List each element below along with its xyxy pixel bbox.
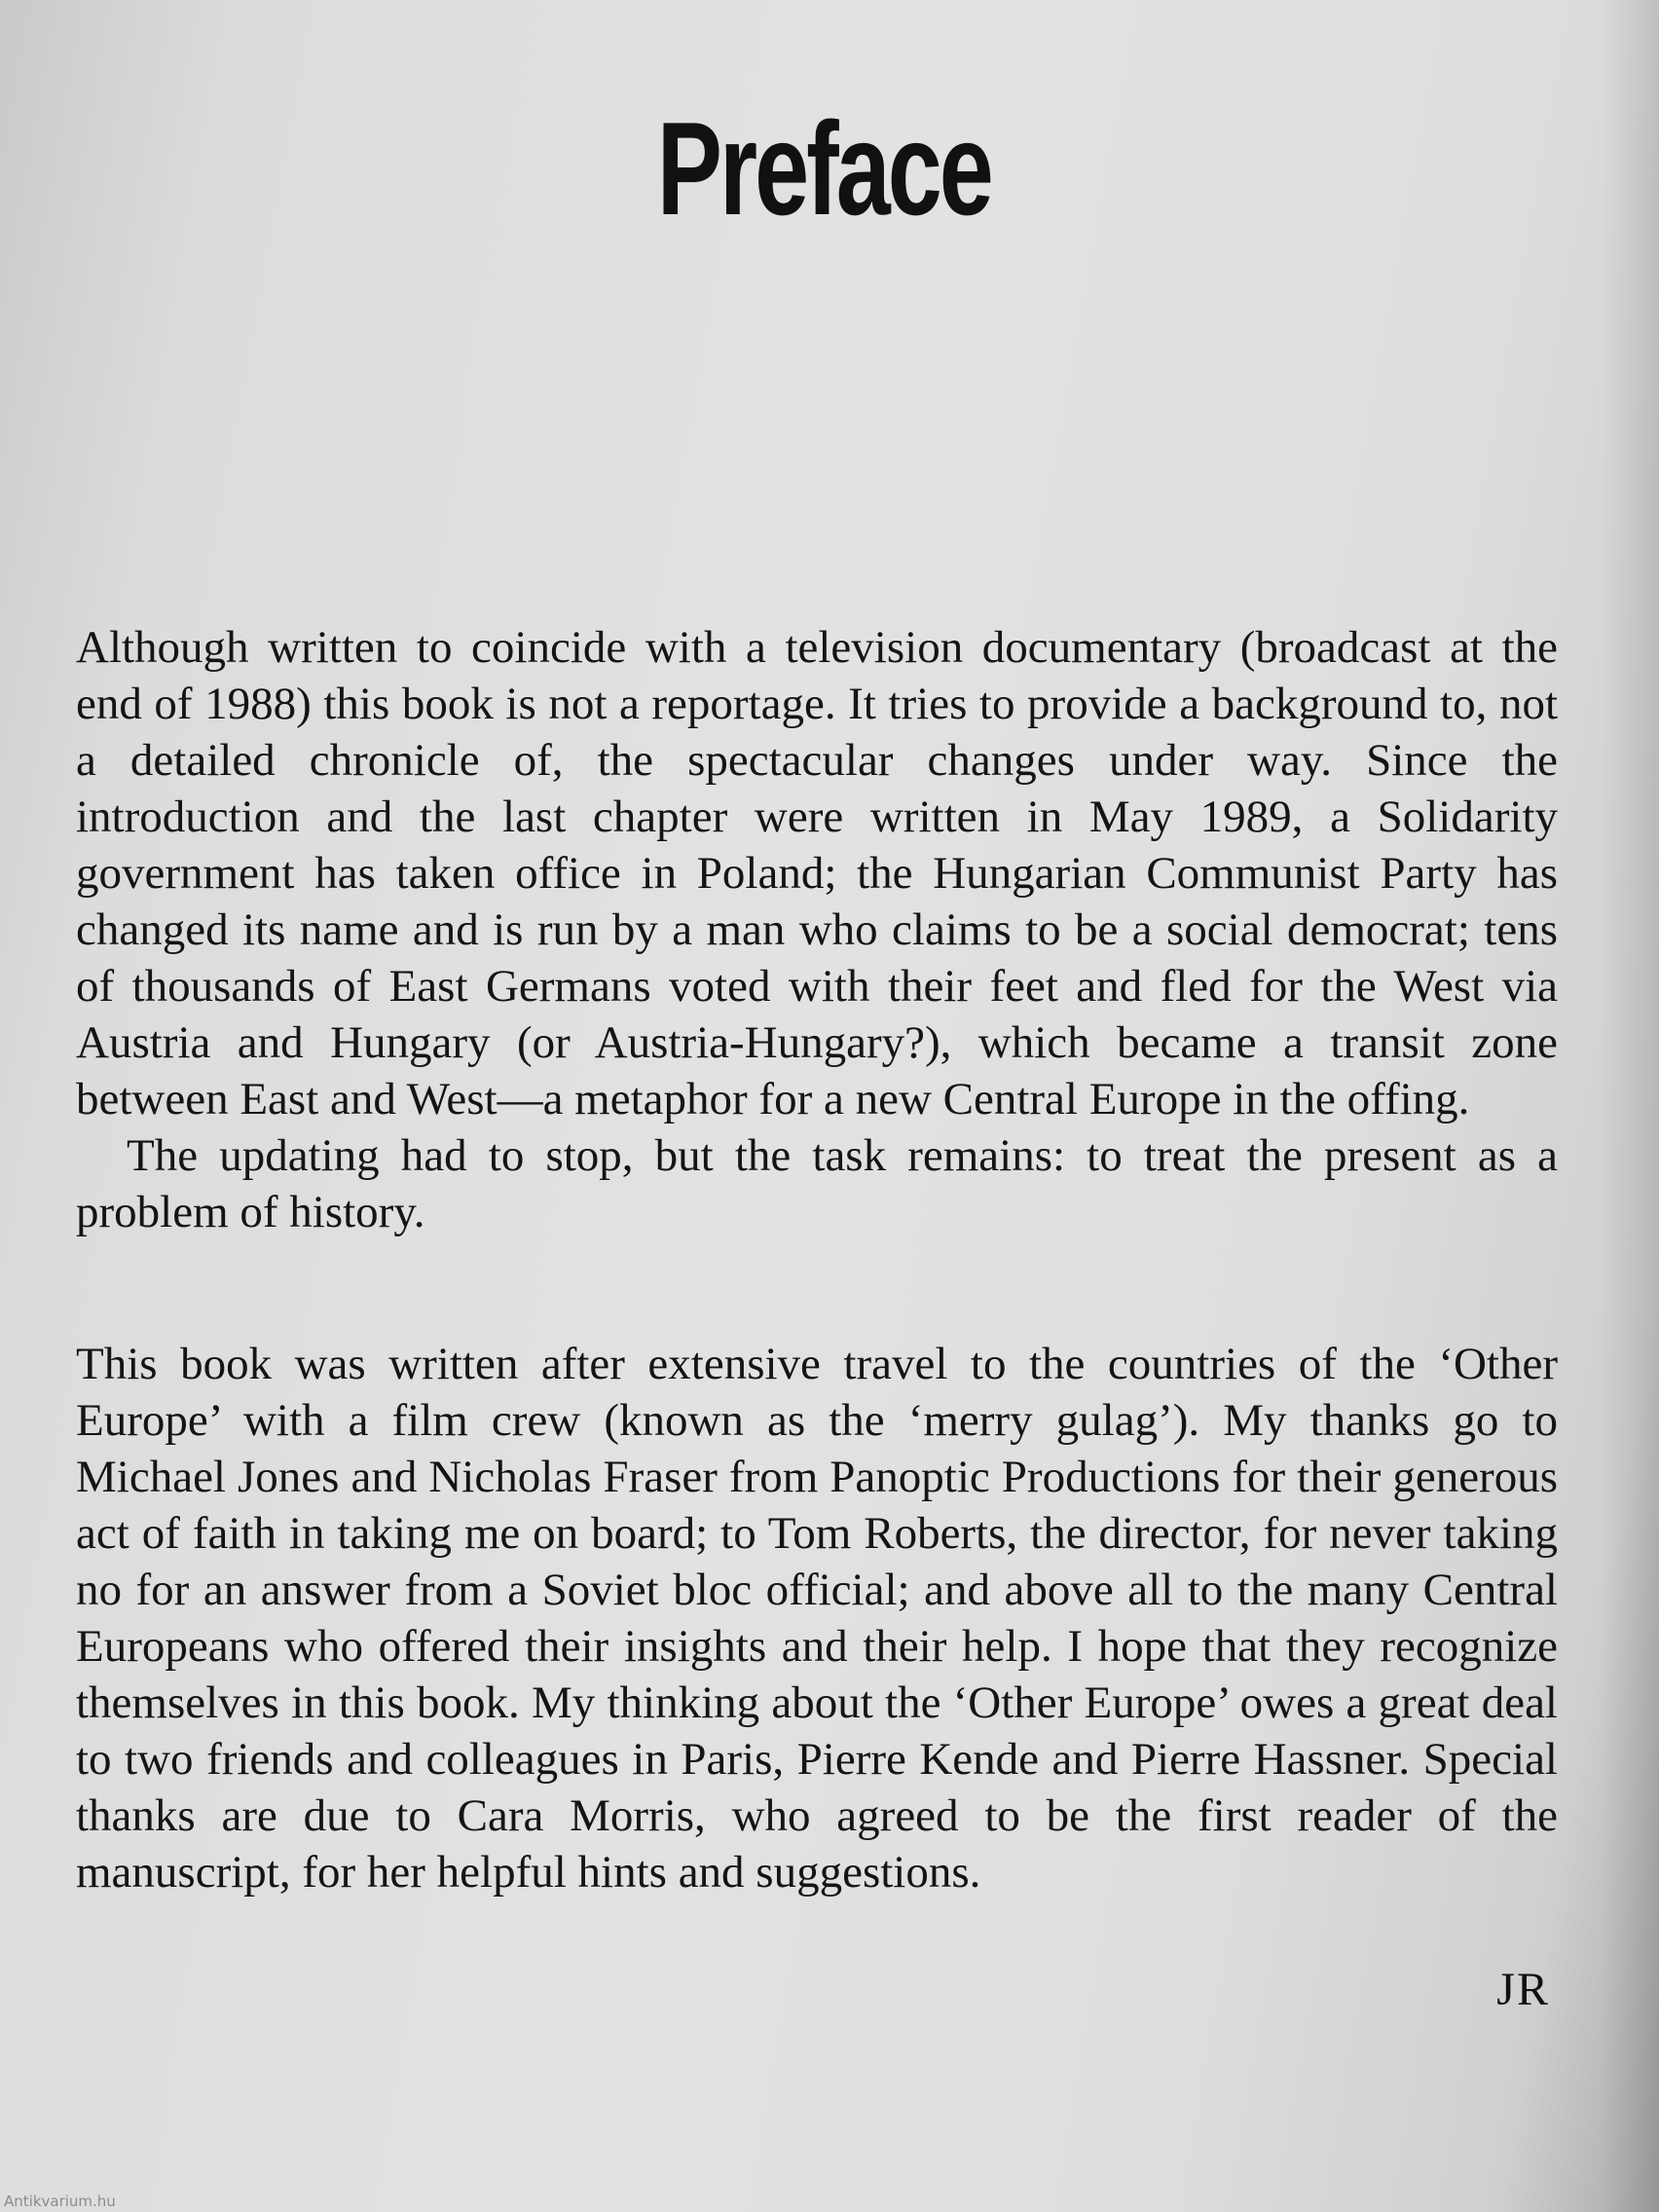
paragraph-2: The updating had to stop, but the task remains: to treat the present as a problem of history. — [76, 1130, 1558, 1237]
watermark: Antikvarium.hu — [4, 2193, 116, 2210]
preface-section-1 — [76, 619, 1558, 1240]
author-initials: JR — [1496, 1964, 1550, 2015]
preface-section-2 — [76, 1336, 1558, 1900]
paragraph-1: Although written to coincide with a television documentary (broadcast at the end of 1988) this book is not a reportage. It tries to provide a background to, not a detailed chronicle of, the spectacular changes under way. Since the introduction and the last chapter were written in May 1989, a Solidarity government has taken office in Poland; the Hungarian Communist Party has changed its name and is run by a man who claims to be a social democrat; tens of thousands of East Germans voted with their feet and fled for the West via Austria and Hungary (or Austria-Hungary?), which became a transit zone between East and West—a metaphor for a new Central Europe in the offing. — [76, 622, 1558, 1124]
page-edge-shadow — [1601, 0, 1659, 2212]
page-title: Preface — [656, 94, 991, 242]
paragraph-3: This book was written after extensive travel to the countries of the ‘Other Europe’ with a film crew (known as the ‘merry gulag’). My thanks go to Michael Jones and Nicholas Fraser from Panoptic Productions for their generous act of faith in taking me on board; to Tom Roberts, the director, for never taking no for an answer from a Soviet bloc official; and above all to the many Central Europeans who offered their insights and their help. I hope that they recognize themselves in this book. My thinking about the ‘Other Europe’ owes a great deal to two friends and colleagues in Paris, Pierre Kende and Pierre Hassner. Special thanks are due to Cara Morris, who agreed to be the first reader of the manuscript, for her helpful hints and suggestions. — [76, 1339, 1558, 1898]
